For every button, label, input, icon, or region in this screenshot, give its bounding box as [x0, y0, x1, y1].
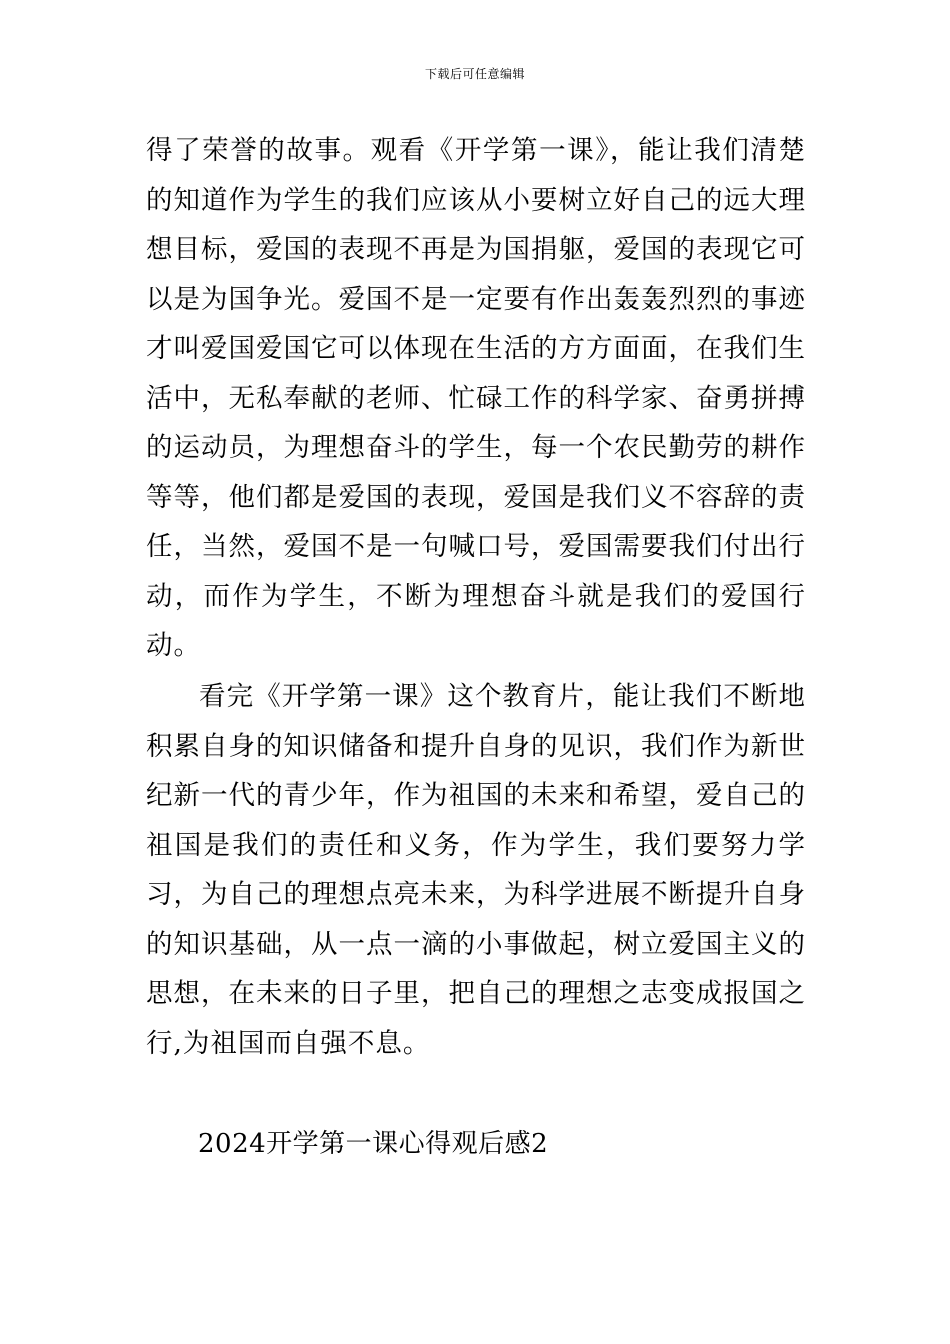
body-paragraph-1: 得了荣誉的故事。观看《开学第一课》，能让我们清楚的知道作为学生的我们应该从小要树立好自己的远大理想目标，爱国的表现不再是为国捐躯，爱国的表现它可以是为国争光。爱国不是一定要有作出轰轰烈烈的事迹才叫爱国爱国它可以体现在生活的方方面面，在我们生活中，无私奉献的老师、忙碌工作的科学家、奋勇拼搏的运动员，为理想奋斗的学生，每一个农民勤劳的耕作等等，他们都是爱国的表现，爱国是我们义不容辞的责任，当然，爱国不是一句喊口号，爱国需要我们付出行动，而作为学生，不断为理想奋斗就是我们的爱国行动。 [146, 135, 806, 661]
page-header-note: 下载后可任意编辑 [424, 67, 525, 81]
section-title: 2024开学第一课心得观后感2 [198, 1129, 549, 1159]
body-paragraph-2: 看完《开学第一课》这个教育片，能让我们不断地积累自身的知识储备和提升自身的见识，我们作为新世纪新一代的青少年，作为祖国的未来和希望，爱自己的祖国是我们的责任和义务，作为学生，我们要努力学习，为自己的理想点亮未来，为科学进展不断提升自身的知识基础，从一点一滴的小事做起，树立爱国主义的思想，在未来的日子里，把自己的理想之志变成报国之行,为祖国而自强不息。 [146, 681, 806, 1059]
